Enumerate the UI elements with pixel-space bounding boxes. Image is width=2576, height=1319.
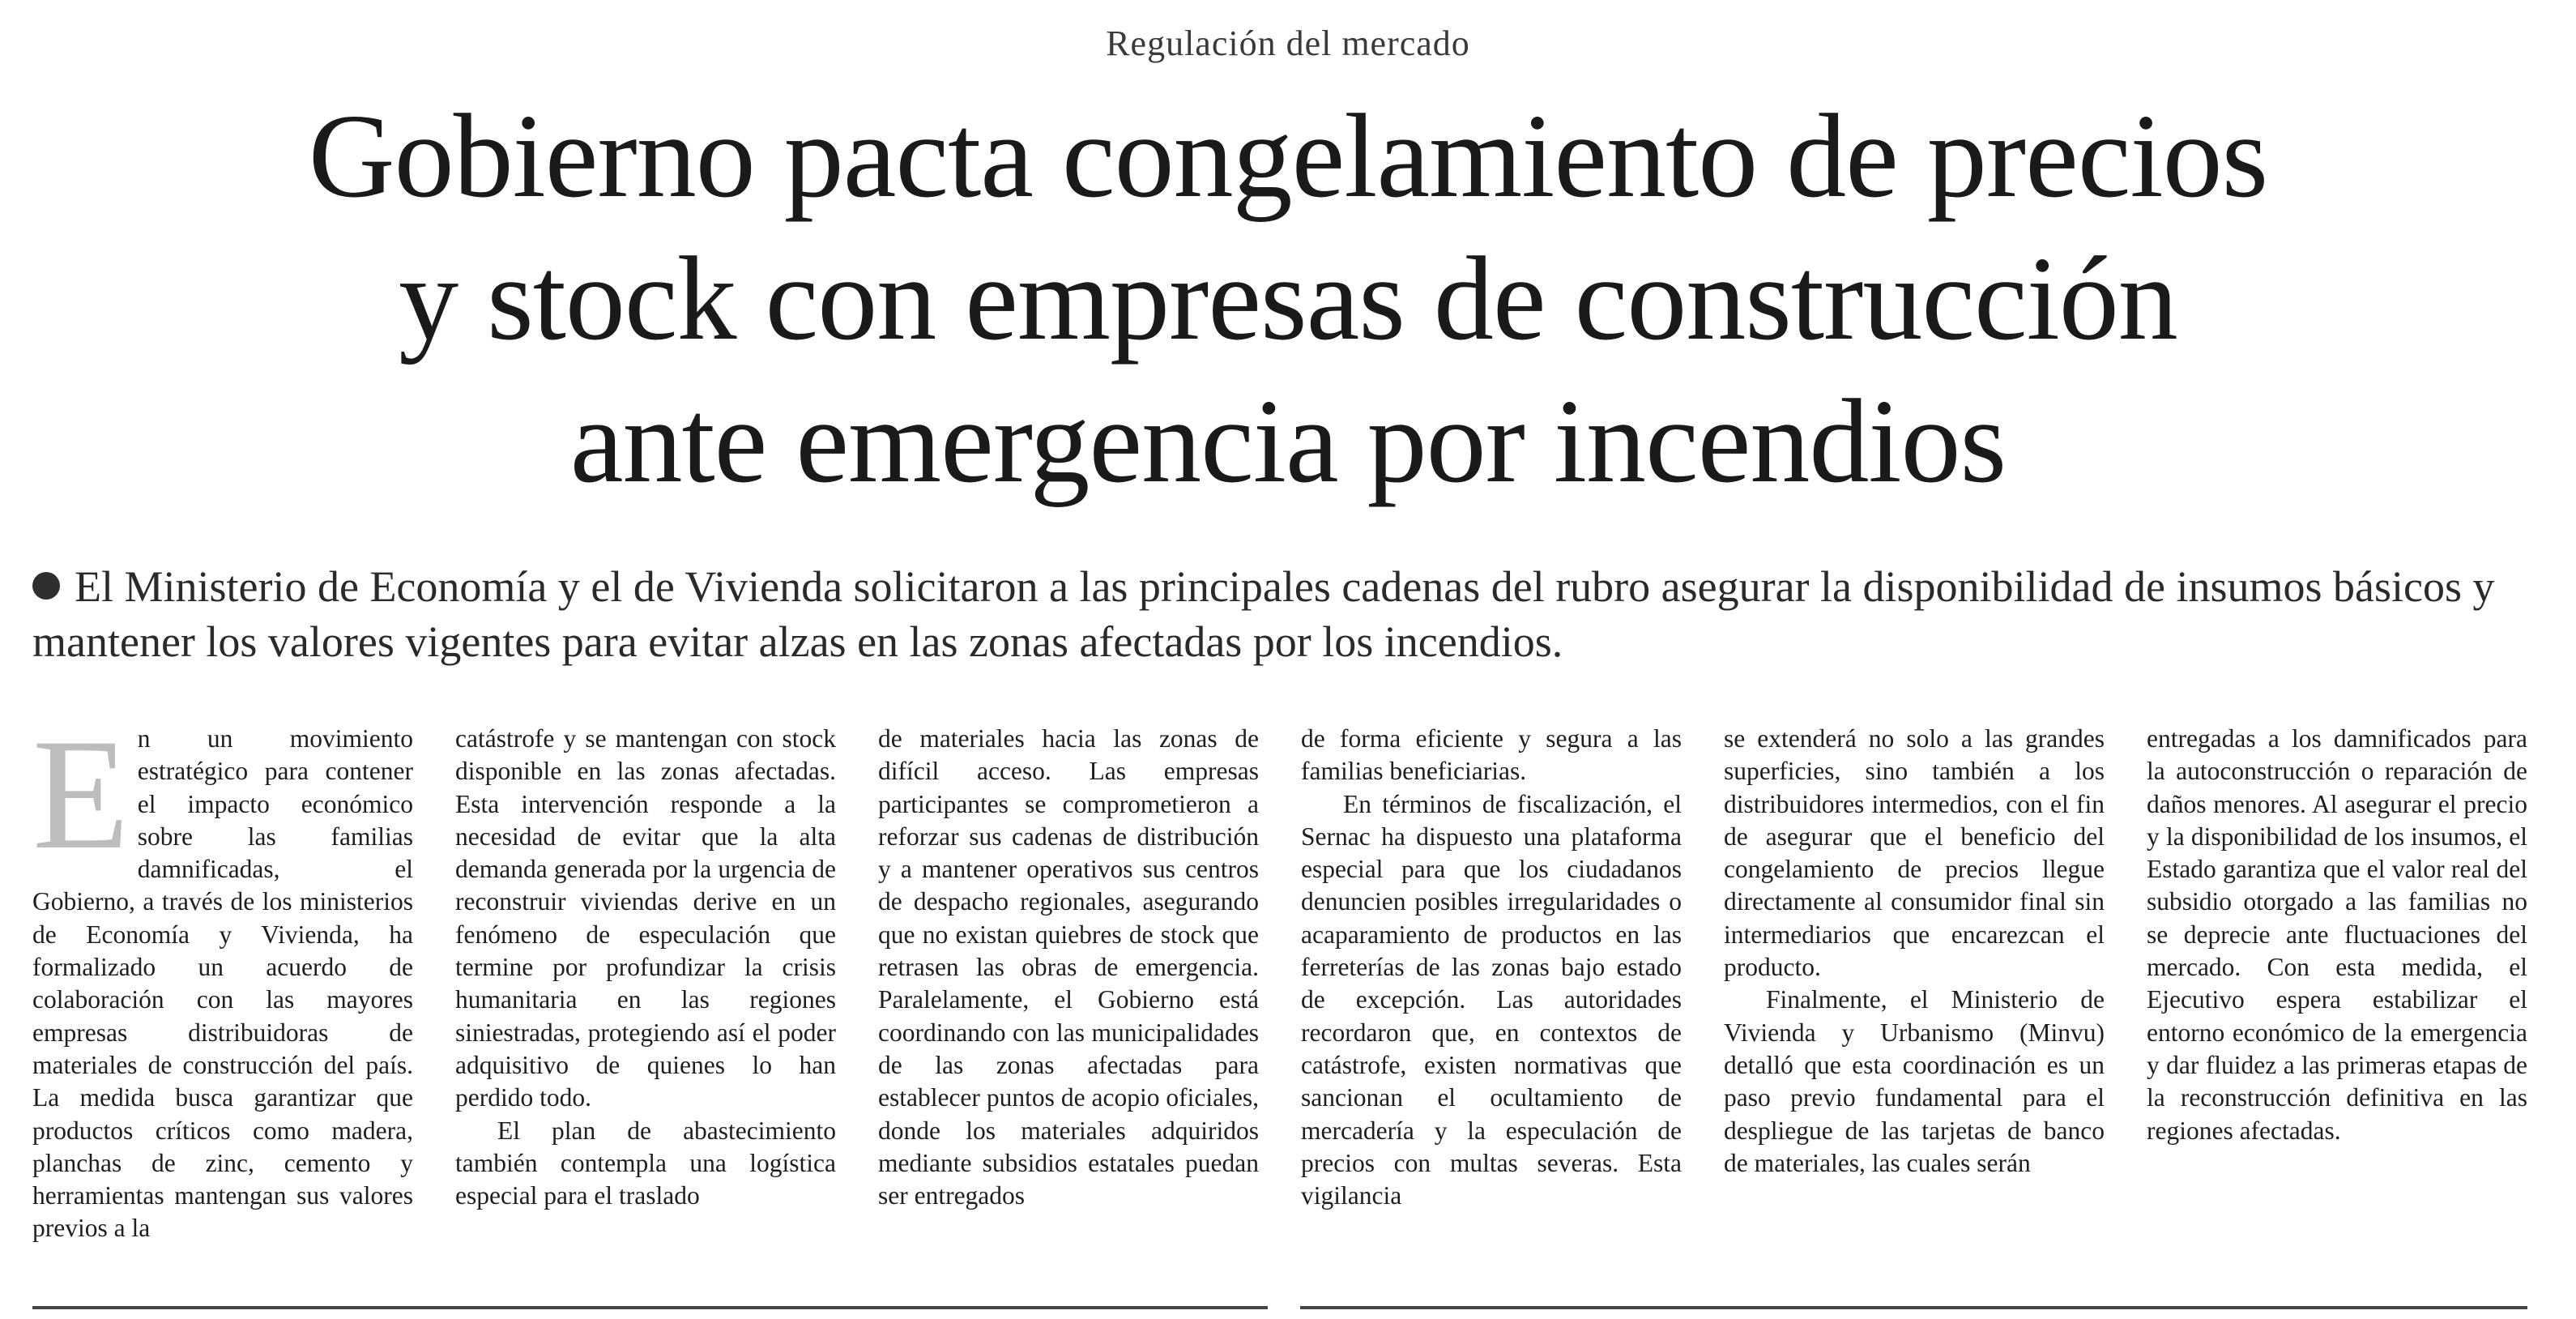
paragraph: entregadas a los damnificados para la autoconstrucción o reparación de daños menores. Al asegurar el precio y la disponibilidad de los insumos, el Estado garantiza que el valor real del subsidio otorgado a las familias no se deprecie ante fluctuaciones del mercado. Con esta medida, el Ejecutivo espera estabilizar el entorno económico de la emergencia y dar fluidez a las primeras etapas de la reconstrucción definitiva en las regiones afectadas. (2147, 724, 2527, 1145)
paragraph: de materiales hacia las zonas de difícil acceso. Las empresas participantes se comprometieron a reforzar sus cadenas de distribución y a mantener operativos sus centros de despacho regionales, asegurando que no existan quiebres de stock que retrasen las obras de emergencia. Paralelamente, el Gobierno está coordinando con las municipalidades de las zonas afectadas para establecer puntos de acopio oficiales, donde los materiales adquiridos mediante subsidios estatales puedan ser entregados (878, 724, 1259, 1210)
drop-cap: E (32, 723, 130, 882)
headline-line: Gobierno pacta congelamiento de precios (308, 90, 2268, 223)
headline-line: y stock con empresas de construcción (399, 233, 2177, 365)
headline-line: ante emergencia por incendios (569, 375, 2007, 508)
section-kicker: Regulación del mercado (1106, 23, 1470, 63)
column-3 (878, 723, 1259, 1282)
paragraph: Finalmente, el Ministerio de Vivienda y Urbanismo (Minvu) detalló que esta coordinación es un paso previo fundamental para el despliegue de las tarjetas de banco de materiales, las cuales serán (1724, 985, 2105, 1177)
paragraph: n un movimiento estratégico para contener el impacto económico sobre las familias damnificadas, el Gobierno, a través de los ministerios de Economía y Vivienda, ha formalizado un acuerdo de colaboración con las mayores empresas distribuidoras de materiales de construcción del país. La medida busca garantizar que productos críticos como madera, planchas de zinc, cemento y herramientas mantengan sus valores previos a la (32, 724, 413, 1243)
paragraph: se extenderá no solo a las grandes superficies, sino también a los distribuidores intermedios, con el fin de asegurar que el beneficio del congelamiento de precios llegue directamente al consumidor final sin intermediarios que encarezcan el producto. (1724, 724, 2105, 982)
paragraph: de forma eficiente y segura a las familias beneficiarias. (1301, 724, 1682, 786)
lead-paragraph (32, 559, 2544, 669)
headline (32, 85, 2544, 513)
bullet-icon (32, 572, 60, 600)
divider-left (32, 1306, 1268, 1309)
article-body (32, 723, 2527, 1282)
column-2 (455, 723, 836, 1282)
column-4 (1301, 723, 1682, 1282)
column-5 (1724, 723, 2105, 1282)
paragraph: En términos de fiscalización, el Sernac ha dispuesto una plataforma especial para que los ciudadanos denuncien posibles irregularidades o acaparamiento de productos en las ferreterías de las zonas bajo estado de excepción. Las autoridades recordaron que, en contextos de catástrofe, existen normativas que sancionan el ocultamiento de mercadería y la especulación de precios con multas severas. Esta vigilancia (1301, 789, 1682, 1210)
paragraph: El plan de abastecimiento también contempla una logística especial para el traslado (455, 1116, 836, 1210)
divider-right (1300, 1306, 2527, 1309)
column-1 (32, 723, 413, 1282)
lead-text: El Ministerio de Economía y el de Vivienda solicitaron a las principales cadenas del rubro asegurar la disponibilidad de insumos básicos y mantener los valores vigentes para evitar alzas en las zonas afectadas por los incendios. (32, 562, 2495, 666)
column-6 (2147, 723, 2527, 1282)
paragraph: catástrofe y se mantengan con stock disponible en las zonas afectadas. Esta intervención responde a la necesidad de evitar que la alta demanda generada por la urgencia de reconstruir viviendas derive en un fenómeno de especulación que termine por profundizar la crisis humanitaria en las regiones siniestradas, protegiendo así el poder adquisitivo de quienes lo han perdido todo. (455, 724, 836, 1112)
